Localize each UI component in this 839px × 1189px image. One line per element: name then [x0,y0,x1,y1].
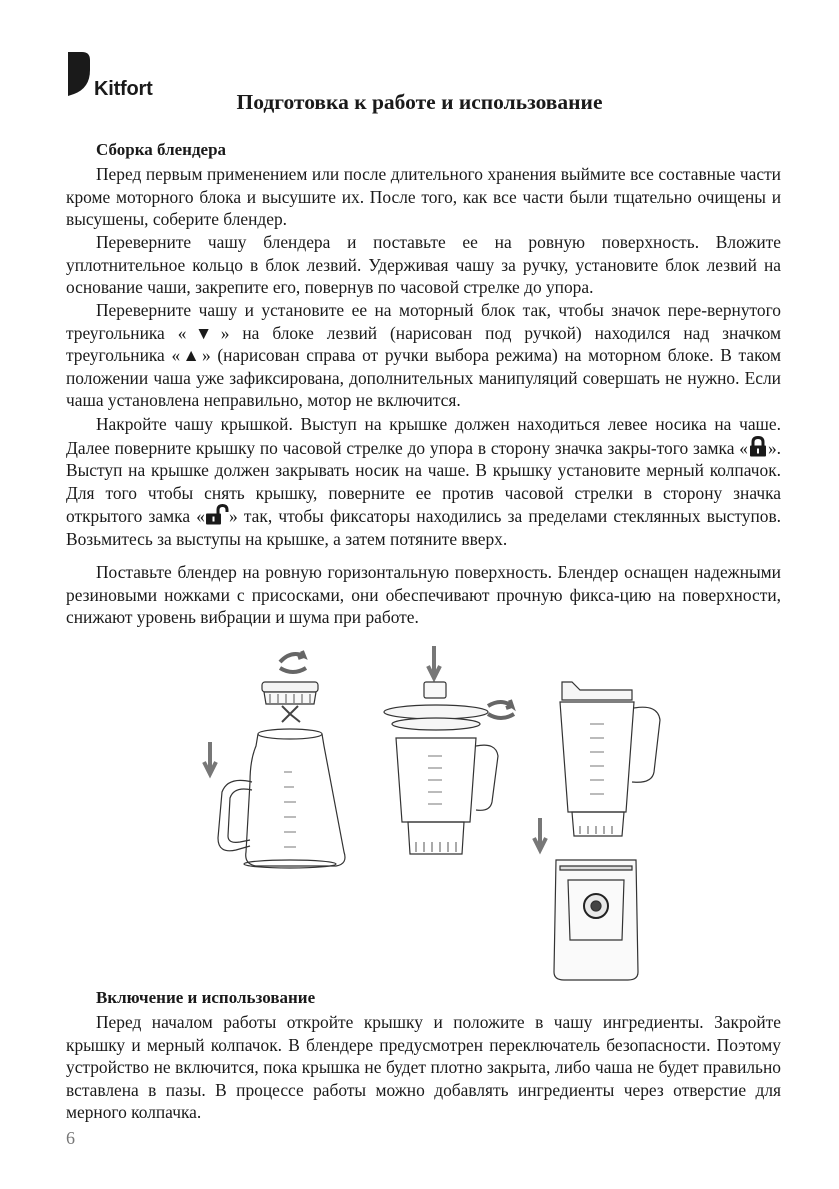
rotate-arrow-icon [280,651,306,672]
text-fragment: Переверните чашу и установите ее на моторный блок так, чтобы значок пере-вернутого треугольника « [66,300,781,343]
text-fragment: ». Выступ на крышке должен закрывать носик на чаше. В крышку установите мерный колпачок. Для того чтобы снять крышку, поверните ее против часовой стрелки в сторону значка открытого замка « [66,437,781,527]
section-heading-usage: Включение и использование [96,988,316,1007]
paragraph-lid [66,413,781,551]
logo-text: Kitfort [94,78,153,100]
paragraph-usage: Перед началом работы откройте крышку и положите в чашу ингредиенты. Закройте крышку и мерный колпачок. В блендере предусмотрен переключатель безопасности. Поэтому устройство не включится, пока крышка не будет плотно закрыта, либо чаша не будет правильно вставлена в пазы. В процессе работы можно добавлять ингредиенты через отверстие для мерного колпачка. [66,1012,781,1123]
paragraph-blade-unit: Переверните чашу блендера и поставьте ее на ровную поверхность. Вложите уплотнительное кольцо в блок лезвий. Удерживая чашу за ручку, установите блок лезвий на основание чаши, закрепите его, повернув по часовой стрелке до упора. [66,232,781,298]
open-lock-icon [205,504,229,525]
triangle-up-symbol: ▲ [180,345,203,366]
section-heading-assembly: Сборка блендера [96,140,227,159]
assembly-illustration [196,642,676,987]
rotate-arrow-icon [488,700,514,718]
page-number: 6 [66,1128,75,1148]
step-2-illustration [384,646,514,854]
step-1-illustration [204,651,345,868]
text-fragment: » (нарисован справа от ручки выбора режима) на моторном блоке. В таком положении чаша уже зафиксирована, дополнительных манипуляций совершать не нужно. Если чаша установлена неправильно, мотор не включится. [66,345,782,411]
paragraph-prepare: Перед первым применением или после длительного хранения выймите все составные части кроме моторного блока и высушите их. После того, как все части были тщательно очищены и высушены, соберите блендер. [66,164,781,230]
text-fragment: Накройте чашу крышкой. Выступ на крышке должен находиться левее носика на чаше. Далее поверните крышку по часовой стрелке до упора в сторону значка закры-того замка « [66,414,781,458]
text-fragment: » так, чтобы фиксаторы находились за пределами стеклянных выступов. Возьмитесь за выступы на крышке, а затем потяните вверх. [66,506,781,549]
paragraph-install-jar [66,299,781,412]
text-fragment: » на блоке лезвий (нарисован под ручкой) находился над значком треугольника « [66,322,781,366]
paragraph-placement: Поставьте блендер на ровную горизонтальную поверхность. Блендер оснащен надежными резиновыми ножками с присосками, они обеспечивают прочную фикса-цию на поверхности, снижают уровень вибрации и шума при работе. [66,562,781,628]
page-title: Подготовка к работе и использование [236,90,603,114]
closed-lock-icon [748,436,768,457]
step-3-illustration [534,682,660,980]
triangle-down-symbol: ▼ [186,322,221,343]
